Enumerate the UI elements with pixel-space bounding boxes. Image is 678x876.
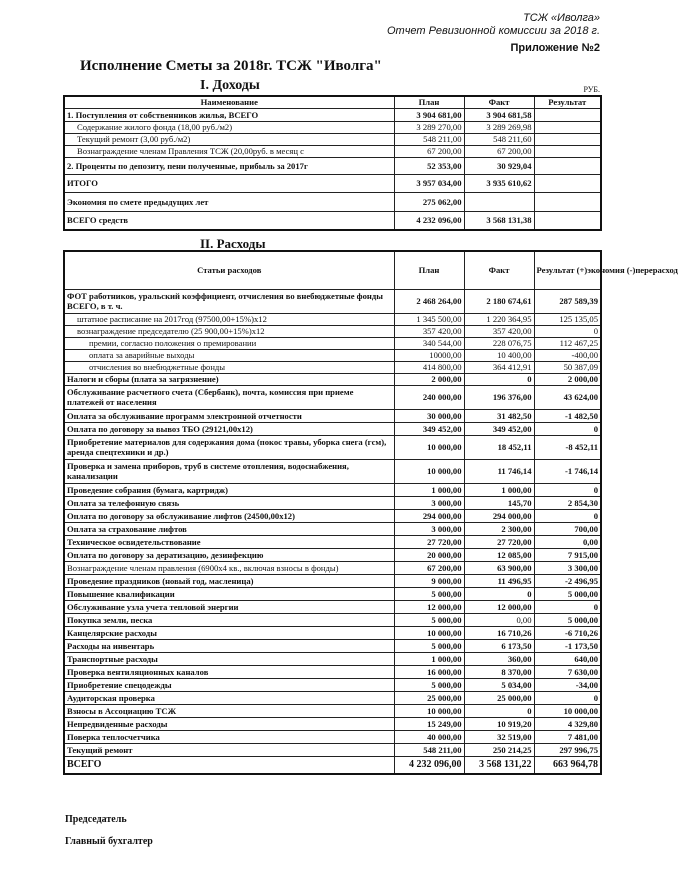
row-fact: 10 919,20: [464, 717, 534, 730]
table-row: [64, 522, 601, 535]
row-plan: 3 000,00: [394, 522, 464, 535]
table-row: [64, 289, 601, 313]
table-row-total: [64, 756, 601, 774]
row-plan: 4 232 096,00: [394, 211, 464, 230]
row-name: Проведение праздников (новый год, масленица): [64, 574, 394, 587]
row-result: [534, 133, 601, 145]
row-plan: 67 200,00: [394, 145, 464, 157]
row-plan: 30 000,00: [394, 409, 464, 422]
row-fact: 31 482,50: [464, 409, 534, 422]
row-fact: 32 519,00: [464, 730, 534, 743]
row-result: -400,00: [534, 349, 601, 361]
row-fact: 0: [464, 373, 534, 385]
expenses-section-title: II. Расходы: [200, 236, 266, 251]
row-result: [534, 192, 601, 211]
row-name: Техническое освидетельствование: [64, 535, 394, 548]
row-result: -1 173,50: [534, 639, 601, 652]
currency-label: РУБ.: [583, 85, 600, 94]
row-plan: 16 000,00: [394, 665, 464, 678]
row-plan: 10 000,00: [394, 459, 464, 483]
table-row: [64, 192, 601, 211]
row-plan: 275 062,00: [394, 192, 464, 211]
row-result: -34,00: [534, 678, 601, 691]
table-row: [64, 211, 601, 230]
table-row: [64, 743, 601, 756]
row-fact: 18 452,11: [464, 435, 534, 459]
row-result: 0: [534, 422, 601, 435]
org-name: ТСЖ «Иволга»: [523, 12, 600, 24]
row-plan: 52 353,00: [394, 157, 464, 174]
row-fact: 3 289 269,98: [464, 121, 534, 133]
row-result: 50 387,09: [534, 361, 601, 373]
row-result: -6 710,26: [534, 626, 601, 639]
row-result: 0: [534, 483, 601, 496]
row-name: Оплата по договору за дератизацию, дезинфекцию: [64, 548, 394, 561]
row-plan: 40 000,00: [394, 730, 464, 743]
table-row: [64, 174, 601, 192]
row-plan: 1 000,00: [394, 483, 464, 496]
table-row: [64, 587, 601, 600]
table-row: [64, 730, 601, 743]
table-row: [64, 325, 601, 337]
row-fact: 0: [464, 587, 534, 600]
row-fact: 250 214,25: [464, 743, 534, 756]
row-name: отчисления во внебюджетные фонды: [64, 361, 394, 373]
row-result: 0,00: [534, 535, 601, 548]
row-plan: 548 211,00: [394, 133, 464, 145]
table-row: [64, 108, 601, 121]
row-result: 2 854,30: [534, 496, 601, 509]
row-name: Обслуживание узла учета тепловой энергии: [64, 600, 394, 613]
row-fact: 27 720,00: [464, 535, 534, 548]
row-name: Экономия по смете предыдущих лет: [64, 192, 394, 211]
row-fact: 349 452,00: [464, 422, 534, 435]
table-row: [64, 459, 601, 483]
row-name: Оплата по договору за обслуживание лифтов (24500,00х12): [64, 509, 394, 522]
row-result: 287 589,39: [534, 289, 601, 313]
row-name: оплата за аварийные выходы: [64, 349, 394, 361]
row-fact: 360,00: [464, 652, 534, 665]
row-plan: 10 000,00: [394, 435, 464, 459]
income-section-title: I. Доходы: [200, 78, 260, 93]
row-name: Вознаграждение членам правления (6900х4 кв., включая взносы в фонды): [64, 561, 394, 574]
row-plan: 27 720,00: [394, 535, 464, 548]
row-result: [534, 108, 601, 121]
table-row: [64, 561, 601, 574]
row-result: 0: [534, 691, 601, 704]
row-plan: 1 345 500,00: [394, 313, 464, 325]
row-fact: 0: [464, 704, 534, 717]
col-header-fact: Факт: [464, 251, 534, 289]
row-name: Вознаграждение членам Правления ТСЖ (20,00руб. в месяц с: [64, 145, 394, 157]
row-name: штатное расписание на 2017год (97500,00+15%)х12: [64, 313, 394, 325]
row-fact: 2 300,00: [464, 522, 534, 535]
row-result: -8 452,11: [534, 435, 601, 459]
row-result: 5 000,00: [534, 613, 601, 626]
row-name: Взносы в Ассоциацию ТСЖ: [64, 704, 394, 717]
row-fact: 2 180 674,61: [464, 289, 534, 313]
row-result: 700,00: [534, 522, 601, 535]
row-fact: 364 412,91: [464, 361, 534, 373]
table-row: [64, 385, 601, 409]
row-fact: 228 076,75: [464, 337, 534, 349]
row-name: Оплата за страхование лифтов: [64, 522, 394, 535]
table-row: [64, 600, 601, 613]
row-plan: 20 000,00: [394, 548, 464, 561]
row-name: Оплата за телефонную связь: [64, 496, 394, 509]
row-fact: 145,70: [464, 496, 534, 509]
row-plan: 5 000,00: [394, 678, 464, 691]
row-result: 125 135,05: [534, 313, 601, 325]
table-row: [64, 652, 601, 665]
row-result: [534, 157, 601, 174]
row-result: 7 481,00: [534, 730, 601, 743]
row-plan: 5 000,00: [394, 639, 464, 652]
row-name: Текущий ремонт (3,00 руб./м2): [64, 133, 394, 145]
row-plan: 3 289 270,00: [394, 121, 464, 133]
row-result: [534, 211, 601, 230]
row-plan: 2 468 264,00: [394, 289, 464, 313]
row-name: Проверка и замена приборов, труб в системе отопления, водоснабжения, канализации: [64, 459, 394, 483]
table-row: [64, 157, 601, 174]
row-fact: 1 220 364,95: [464, 313, 534, 325]
row-name: Поверка теплосчетчика: [64, 730, 394, 743]
row-fact: 63 900,00: [464, 561, 534, 574]
row-name: Канцелярские расходы: [64, 626, 394, 639]
row-name: Приобретение материалов для содержания дома (покос травы, уборка снега (гсм), аренда спецтехники и др.): [64, 435, 394, 459]
table-row: [64, 613, 601, 626]
row-plan: 548 211,00: [394, 743, 464, 756]
row-result: [534, 174, 601, 192]
appendix-label: Приложение №2: [510, 42, 600, 54]
row-name: Оплата по договору за вывоз ТБО (29121,00х12): [64, 422, 394, 435]
row-name: 2. Проценты по депозиту, пени полученные, прибыль за 2017г: [64, 157, 394, 174]
row-name: ВСЕГО: [64, 756, 394, 774]
row-plan: 340 544,00: [394, 337, 464, 349]
row-fact: 5 034,00: [464, 678, 534, 691]
row-name: Проверка вентиляционных каналов: [64, 665, 394, 678]
row-result: 663 964,78: [534, 756, 601, 774]
row-fact: 11 746,14: [464, 459, 534, 483]
row-plan: 294 000,00: [394, 509, 464, 522]
row-plan: 5 000,00: [394, 587, 464, 600]
row-result: 0: [534, 600, 601, 613]
row-fact: 1 000,00: [464, 483, 534, 496]
table-row: [64, 313, 601, 325]
table-row: [64, 574, 601, 587]
row-plan: 3 000,00: [394, 496, 464, 509]
row-result: 5 000,00: [534, 587, 601, 600]
row-plan: 15 249,00: [394, 717, 464, 730]
row-result: [534, 145, 601, 157]
row-plan: 10 000,00: [394, 626, 464, 639]
table-row: [64, 145, 601, 157]
row-result: 7 915,00: [534, 548, 601, 561]
row-fact: 11 496,95: [464, 574, 534, 587]
row-fact: 548 211,60: [464, 133, 534, 145]
page-title: Исполнение Сметы за 2018г. ТСЖ "Иволга": [80, 58, 382, 74]
row-result: 640,00: [534, 652, 601, 665]
row-name: 1. Поступления от собственников жилья, ВСЕГО: [64, 108, 394, 121]
report-title: Отчет Ревизионной комиссии за 2018 г.: [387, 25, 600, 37]
row-name: Транспортные расходы: [64, 652, 394, 665]
row-fact: 0,00: [464, 613, 534, 626]
row-name: премии, согласно положения о премировании: [64, 337, 394, 349]
row-fact: 3 568 131,22: [464, 756, 534, 774]
row-fact: 67 200,00: [464, 145, 534, 157]
row-result: 112 467,25: [534, 337, 601, 349]
signature-chairman: Председатель: [65, 814, 127, 825]
col-header-result: Результат: [534, 96, 601, 108]
row-result: 0: [534, 325, 601, 337]
row-plan: 9 000,00: [394, 574, 464, 587]
row-fact: 12 000,00: [464, 600, 534, 613]
table-row: [64, 409, 601, 422]
row-result: 0: [534, 509, 601, 522]
col-header-result: Результат (+)экономия (-)перерасход: [534, 251, 601, 289]
table-row: [64, 691, 601, 704]
row-result: -1 482,50: [534, 409, 601, 422]
row-fact: 3 904 681,58: [464, 108, 534, 121]
row-result: 3 300,00: [534, 561, 601, 574]
expenses-table: [63, 250, 678, 775]
row-plan: 10000,00: [394, 349, 464, 361]
row-name: Текущий ремонт: [64, 743, 394, 756]
row-fact: 3 935 610,62: [464, 174, 534, 192]
table-row: [64, 133, 601, 145]
row-result: -2 496,95: [534, 574, 601, 587]
row-plan: 2 000,00: [394, 373, 464, 385]
row-name: ФОТ работников, уральский коэффициент, отчисления во внебюджетные фонды ВСЕГО, в т. ч.: [64, 289, 394, 313]
row-plan: 5 000,00: [394, 613, 464, 626]
table-row: [64, 496, 601, 509]
row-fact: 16 710,26: [464, 626, 534, 639]
row-fact: 10 400,00: [464, 349, 534, 361]
col-header-name: Наименование: [64, 96, 394, 108]
row-name: Налоги и сборы (плата за загрязнение): [64, 373, 394, 385]
signature-accountant: Главный бухгалтер: [65, 836, 153, 847]
table-row: [64, 717, 601, 730]
row-name: Повышение квалификации: [64, 587, 394, 600]
row-plan: 67 200,00: [394, 561, 464, 574]
row-name: ВСЕГО средств: [64, 211, 394, 230]
row-plan: 12 000,00: [394, 600, 464, 613]
col-header-name: Статьи расходов: [64, 251, 394, 289]
row-name: Проведение собрания (бумага, картридж): [64, 483, 394, 496]
row-plan: 25 000,00: [394, 691, 464, 704]
row-plan: 3 957 034,00: [394, 174, 464, 192]
table-row: [64, 704, 601, 717]
row-plan: 349 452,00: [394, 422, 464, 435]
row-plan: 414 800,00: [394, 361, 464, 373]
table-row: [64, 483, 601, 496]
row-plan: 1 000,00: [394, 652, 464, 665]
row-fact: 8 370,00: [464, 665, 534, 678]
table-row: [64, 435, 601, 459]
row-result: 7 630,00: [534, 665, 601, 678]
col-header-plan: План: [394, 251, 464, 289]
row-name: Аудиторская проверка: [64, 691, 394, 704]
row-name: Приобретение спецодежды: [64, 678, 394, 691]
row-result: 297 996,75: [534, 743, 601, 756]
row-plan: 357 420,00: [394, 325, 464, 337]
row-plan: 10 000,00: [394, 704, 464, 717]
col-header-plan: План: [394, 96, 464, 108]
row-name: Оплата за обслуживание программ электронной отчетности: [64, 409, 394, 422]
row-plan: 240 000,00: [394, 385, 464, 409]
table-row: [64, 121, 601, 133]
row-fact: 294 000,00: [464, 509, 534, 522]
table-row: [64, 626, 601, 639]
table-row: [64, 361, 601, 373]
table-row: [64, 665, 601, 678]
row-name: ИТОГО: [64, 174, 394, 192]
table-row: [64, 509, 601, 522]
row-result: [534, 121, 601, 133]
row-plan: 3 904 681,00: [394, 108, 464, 121]
table-row: [64, 548, 601, 561]
row-result: 10 000,00: [534, 704, 601, 717]
table-row: [64, 639, 601, 652]
row-result: 43 624,00: [534, 385, 601, 409]
row-name: Расходы на инвентарь: [64, 639, 394, 652]
table-row: [64, 373, 601, 385]
table-row: [64, 337, 601, 349]
row-fact: 357 420,00: [464, 325, 534, 337]
row-fact: [464, 192, 534, 211]
row-result: -1 746,14: [534, 459, 601, 483]
row-fact: 3 568 131,38: [464, 211, 534, 230]
income-table: [63, 95, 602, 231]
row-fact: 12 085,00: [464, 548, 534, 561]
col-header-fact: Факт: [464, 96, 534, 108]
row-name: Содержание жилого фонда (18,00 руб./м2): [64, 121, 394, 133]
row-result: 2 000,00: [534, 373, 601, 385]
row-fact: 25 000,00: [464, 691, 534, 704]
row-name: Непредвиденные расходы: [64, 717, 394, 730]
table-row: [64, 349, 601, 361]
row-plan: 4 232 096,00: [394, 756, 464, 774]
row-fact: 196 376,00: [464, 385, 534, 409]
table-row: [64, 535, 601, 548]
row-fact: 6 173,50: [464, 639, 534, 652]
row-name: вознаграждение председателю (25 900,00+15%)х12: [64, 325, 394, 337]
table-row: [64, 422, 601, 435]
row-name: Обслуживание расчетного счета (Сбербанк), почта, комиссия при приеме платежей от населения: [64, 385, 394, 409]
table-row: [64, 678, 601, 691]
row-result: 4 329,80: [534, 717, 601, 730]
row-name: Покупка земли, песка: [64, 613, 394, 626]
row-fact: 30 929,04: [464, 157, 534, 174]
